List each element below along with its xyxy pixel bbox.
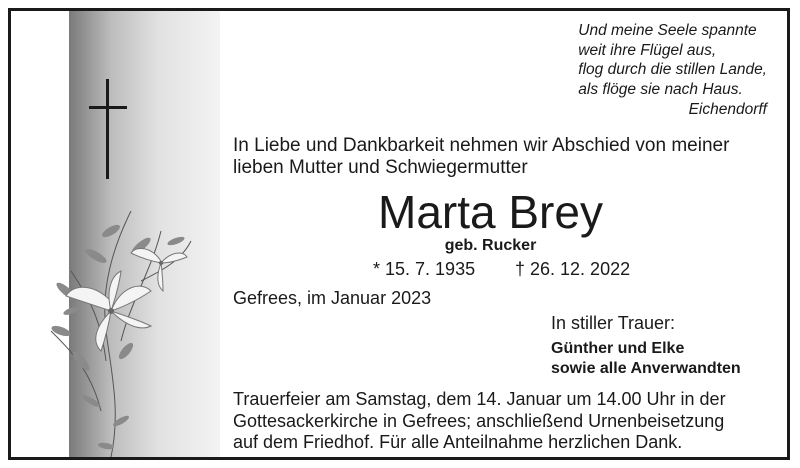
mourners-line: Günther und Elke [551, 340, 685, 357]
mourners-line: sowie alle Anverwandten [551, 360, 741, 377]
maiden-name: geb. Rucker [444, 237, 537, 254]
mourners-names [551, 339, 741, 379]
lily-flowers-icon [11, 211, 271, 457]
obituary-frame [8, 8, 790, 460]
intro-line: lieben Mutter und Schwiegermutter [233, 157, 528, 178]
intro-text [233, 135, 729, 179]
poem-line: weit ihre Flügel aus, [578, 41, 717, 59]
poem-author: Eichendorff [688, 101, 767, 118]
deceased-name: Marta Brey [378, 186, 603, 238]
mourners-heading: In stiller Trauer: [551, 313, 676, 333]
death-date: † 26. 12. 2022 [515, 259, 631, 279]
poem [578, 21, 767, 99]
poem-line: als flöge sie nach Haus. [578, 80, 743, 98]
service-line: Trauerfeier am Samstag, dem 14. Januar um 14.00 Uhr in der [233, 389, 726, 409]
service-line: Gottesackerkirche in Gefrees; anschließend Urnenbeisetzung [233, 410, 725, 431]
birth-date: * 15. 7. 1935 [373, 259, 476, 279]
poem-line: flog durch die stillen Lande, [578, 61, 767, 78]
service-line: auf dem Friedhof. Für alle Anteilnahme herzlichen Dank. [233, 432, 683, 452]
service-info [233, 389, 726, 454]
poem-line: Und meine Seele spannte [578, 22, 757, 39]
intro-line: In Liebe und Dankbarkeit nehmen wir Abschied von meiner [233, 135, 730, 156]
place-date: Gefrees, im Januar 2023 [233, 288, 432, 308]
